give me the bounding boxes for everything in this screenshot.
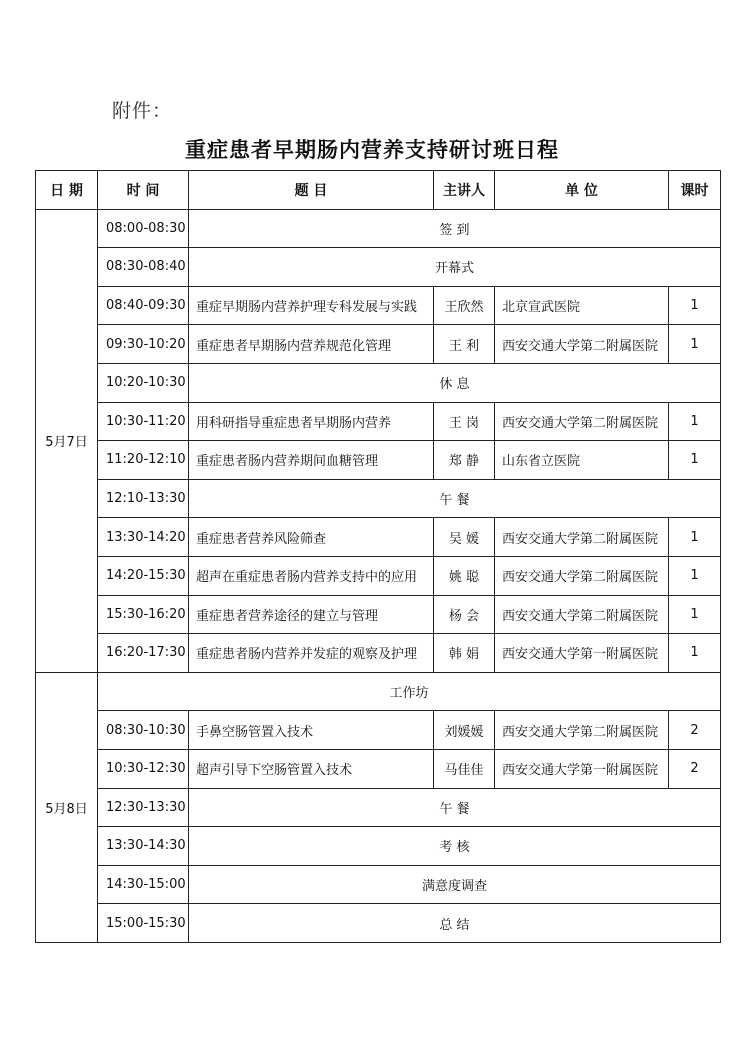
- unit-cell: 西安交通大学第二附属医院: [495, 325, 669, 364]
- time-cell: 16:20-17:30: [98, 634, 189, 673]
- topic-cell: 重症患者早期肠内营养规范化管理: [189, 325, 434, 364]
- time-cell: 10:30-12:30: [98, 749, 189, 788]
- unit-cell: 西安交通大学第二附属医院: [495, 402, 669, 441]
- event-cell: 总 结: [189, 904, 721, 943]
- time-cell: 08:30-10:30: [98, 711, 189, 750]
- speaker-cell: 王 岗: [434, 402, 495, 441]
- speaker-cell: 姚 聪: [434, 556, 495, 595]
- topic-cell: 重症早期肠内营养护理专科发展与实践: [189, 286, 434, 325]
- time-cell: 15:00-15:30: [98, 904, 189, 943]
- table-row: [36, 479, 721, 518]
- speaker-cell: 马佳佳: [434, 749, 495, 788]
- event-cell: 签 到: [189, 209, 721, 248]
- speaker-cell: 杨 会: [434, 595, 495, 634]
- table-row: [36, 634, 721, 673]
- date-cell: 5月8日: [36, 672, 98, 942]
- time-cell: 09:30-10:20: [98, 325, 189, 364]
- schedule-table: [35, 170, 721, 943]
- hours-cell: 1: [669, 441, 721, 480]
- time-cell: 13:30-14:30: [98, 827, 189, 866]
- table-row: [36, 248, 721, 287]
- header-row: [36, 171, 721, 210]
- table-row: [36, 827, 721, 866]
- table-row: [36, 788, 721, 827]
- hours-cell: 1: [669, 402, 721, 441]
- table-row: [36, 749, 721, 788]
- unit-cell: 西安交通大学第一附属医院: [495, 634, 669, 673]
- table-row: [36, 363, 721, 402]
- page-title: 重症患者早期肠内营养支持研讨班日程: [185, 137, 559, 162]
- hours-cell: 1: [669, 325, 721, 364]
- topic-cell: 重症患者肠内营养期间血糖管理: [189, 441, 434, 480]
- hours-cell: 1: [669, 556, 721, 595]
- unit-cell: 西安交通大学第二附属医院: [495, 556, 669, 595]
- topic-cell: 重症患者营养风险筛查: [189, 518, 434, 557]
- unit-cell: 西安交通大学第二附属医院: [495, 711, 669, 750]
- time-cell: 08:40-09:30: [98, 286, 189, 325]
- event-cell: 满意度调查: [189, 865, 721, 904]
- unit-cell: 西安交通大学第一附属医院: [495, 749, 669, 788]
- speaker-cell: 王欣然: [434, 286, 495, 325]
- table-row: [36, 556, 721, 595]
- time-cell: 13:30-14:20: [98, 518, 189, 557]
- topic-cell: 手鼻空肠管置入技术: [189, 711, 434, 750]
- unit-cell: 西安交通大学第二附属医院: [495, 595, 669, 634]
- attachment-label: 附件：: [112, 100, 173, 122]
- table-row: [36, 672, 721, 711]
- topic-cell: 重症患者肠内营养并发症的观察及护理: [189, 634, 434, 673]
- time-cell: 15:30-16:20: [98, 595, 189, 634]
- time-cell: 08:30-08:40: [98, 248, 189, 287]
- time-cell: 10:20-10:30: [98, 363, 189, 402]
- table-row: [36, 402, 721, 441]
- topic-cell: 用科研指导重症患者早期肠内营养: [189, 402, 434, 441]
- schedule-body: [36, 209, 721, 942]
- table-row: [36, 595, 721, 634]
- table-row: [36, 209, 721, 248]
- event-cell: 考 核: [189, 827, 721, 866]
- hours-cell: 2: [669, 711, 721, 750]
- table-row: [36, 325, 721, 364]
- hours-cell: 2: [669, 749, 721, 788]
- header-topic: 题 目: [189, 171, 434, 210]
- header-unit: 单 位: [495, 171, 669, 210]
- time-cell: 14:20-15:30: [98, 556, 189, 595]
- topic-cell: 超声引导下空肠管置入技术: [189, 749, 434, 788]
- speaker-cell: 王 利: [434, 325, 495, 364]
- header-speaker: 主讲人: [434, 171, 495, 210]
- event-cell: 午 餐: [189, 788, 721, 827]
- table-row: [36, 518, 721, 557]
- speaker-cell: 韩 娟: [434, 634, 495, 673]
- header-date: 日 期: [36, 171, 98, 210]
- header-hours: 课时: [669, 171, 721, 210]
- topic-cell: 超声在重症患者肠内营养支持中的应用: [189, 556, 434, 595]
- unit-cell: 西安交通大学第二附属医院: [495, 518, 669, 557]
- event-cell: 开幕式: [189, 248, 721, 287]
- table-row: [36, 904, 721, 943]
- header-time: 时 间: [98, 171, 189, 210]
- time-cell: 14:30-15:00: [98, 865, 189, 904]
- hours-cell: 1: [669, 286, 721, 325]
- event-cell: 工作坊: [98, 672, 721, 711]
- unit-cell: 山东省立医院: [495, 441, 669, 480]
- table-row: [36, 865, 721, 904]
- unit-cell: 北京宣武医院: [495, 286, 669, 325]
- speaker-cell: 吴 媛: [434, 518, 495, 557]
- time-cell: 12:30-13:30: [98, 788, 189, 827]
- hours-cell: 1: [669, 518, 721, 557]
- speaker-cell: 郑 静: [434, 441, 495, 480]
- hours-cell: 1: [669, 595, 721, 634]
- time-cell: 11:20-12:10: [98, 441, 189, 480]
- event-cell: 午 餐: [189, 479, 721, 518]
- topic-cell: 重症患者营养途径的建立与管理: [189, 595, 434, 634]
- event-cell: 休 息: [189, 363, 721, 402]
- table-row: [36, 441, 721, 480]
- date-cell: 5月7日: [36, 209, 98, 672]
- time-cell: 10:30-11:20: [98, 402, 189, 441]
- table-row: [36, 711, 721, 750]
- time-cell: 08:00-08:30: [98, 209, 189, 248]
- time-cell: 12:10-13:30: [98, 479, 189, 518]
- hours-cell: 1: [669, 634, 721, 673]
- table-row: [36, 286, 721, 325]
- speaker-cell: 刘媛媛: [434, 711, 495, 750]
